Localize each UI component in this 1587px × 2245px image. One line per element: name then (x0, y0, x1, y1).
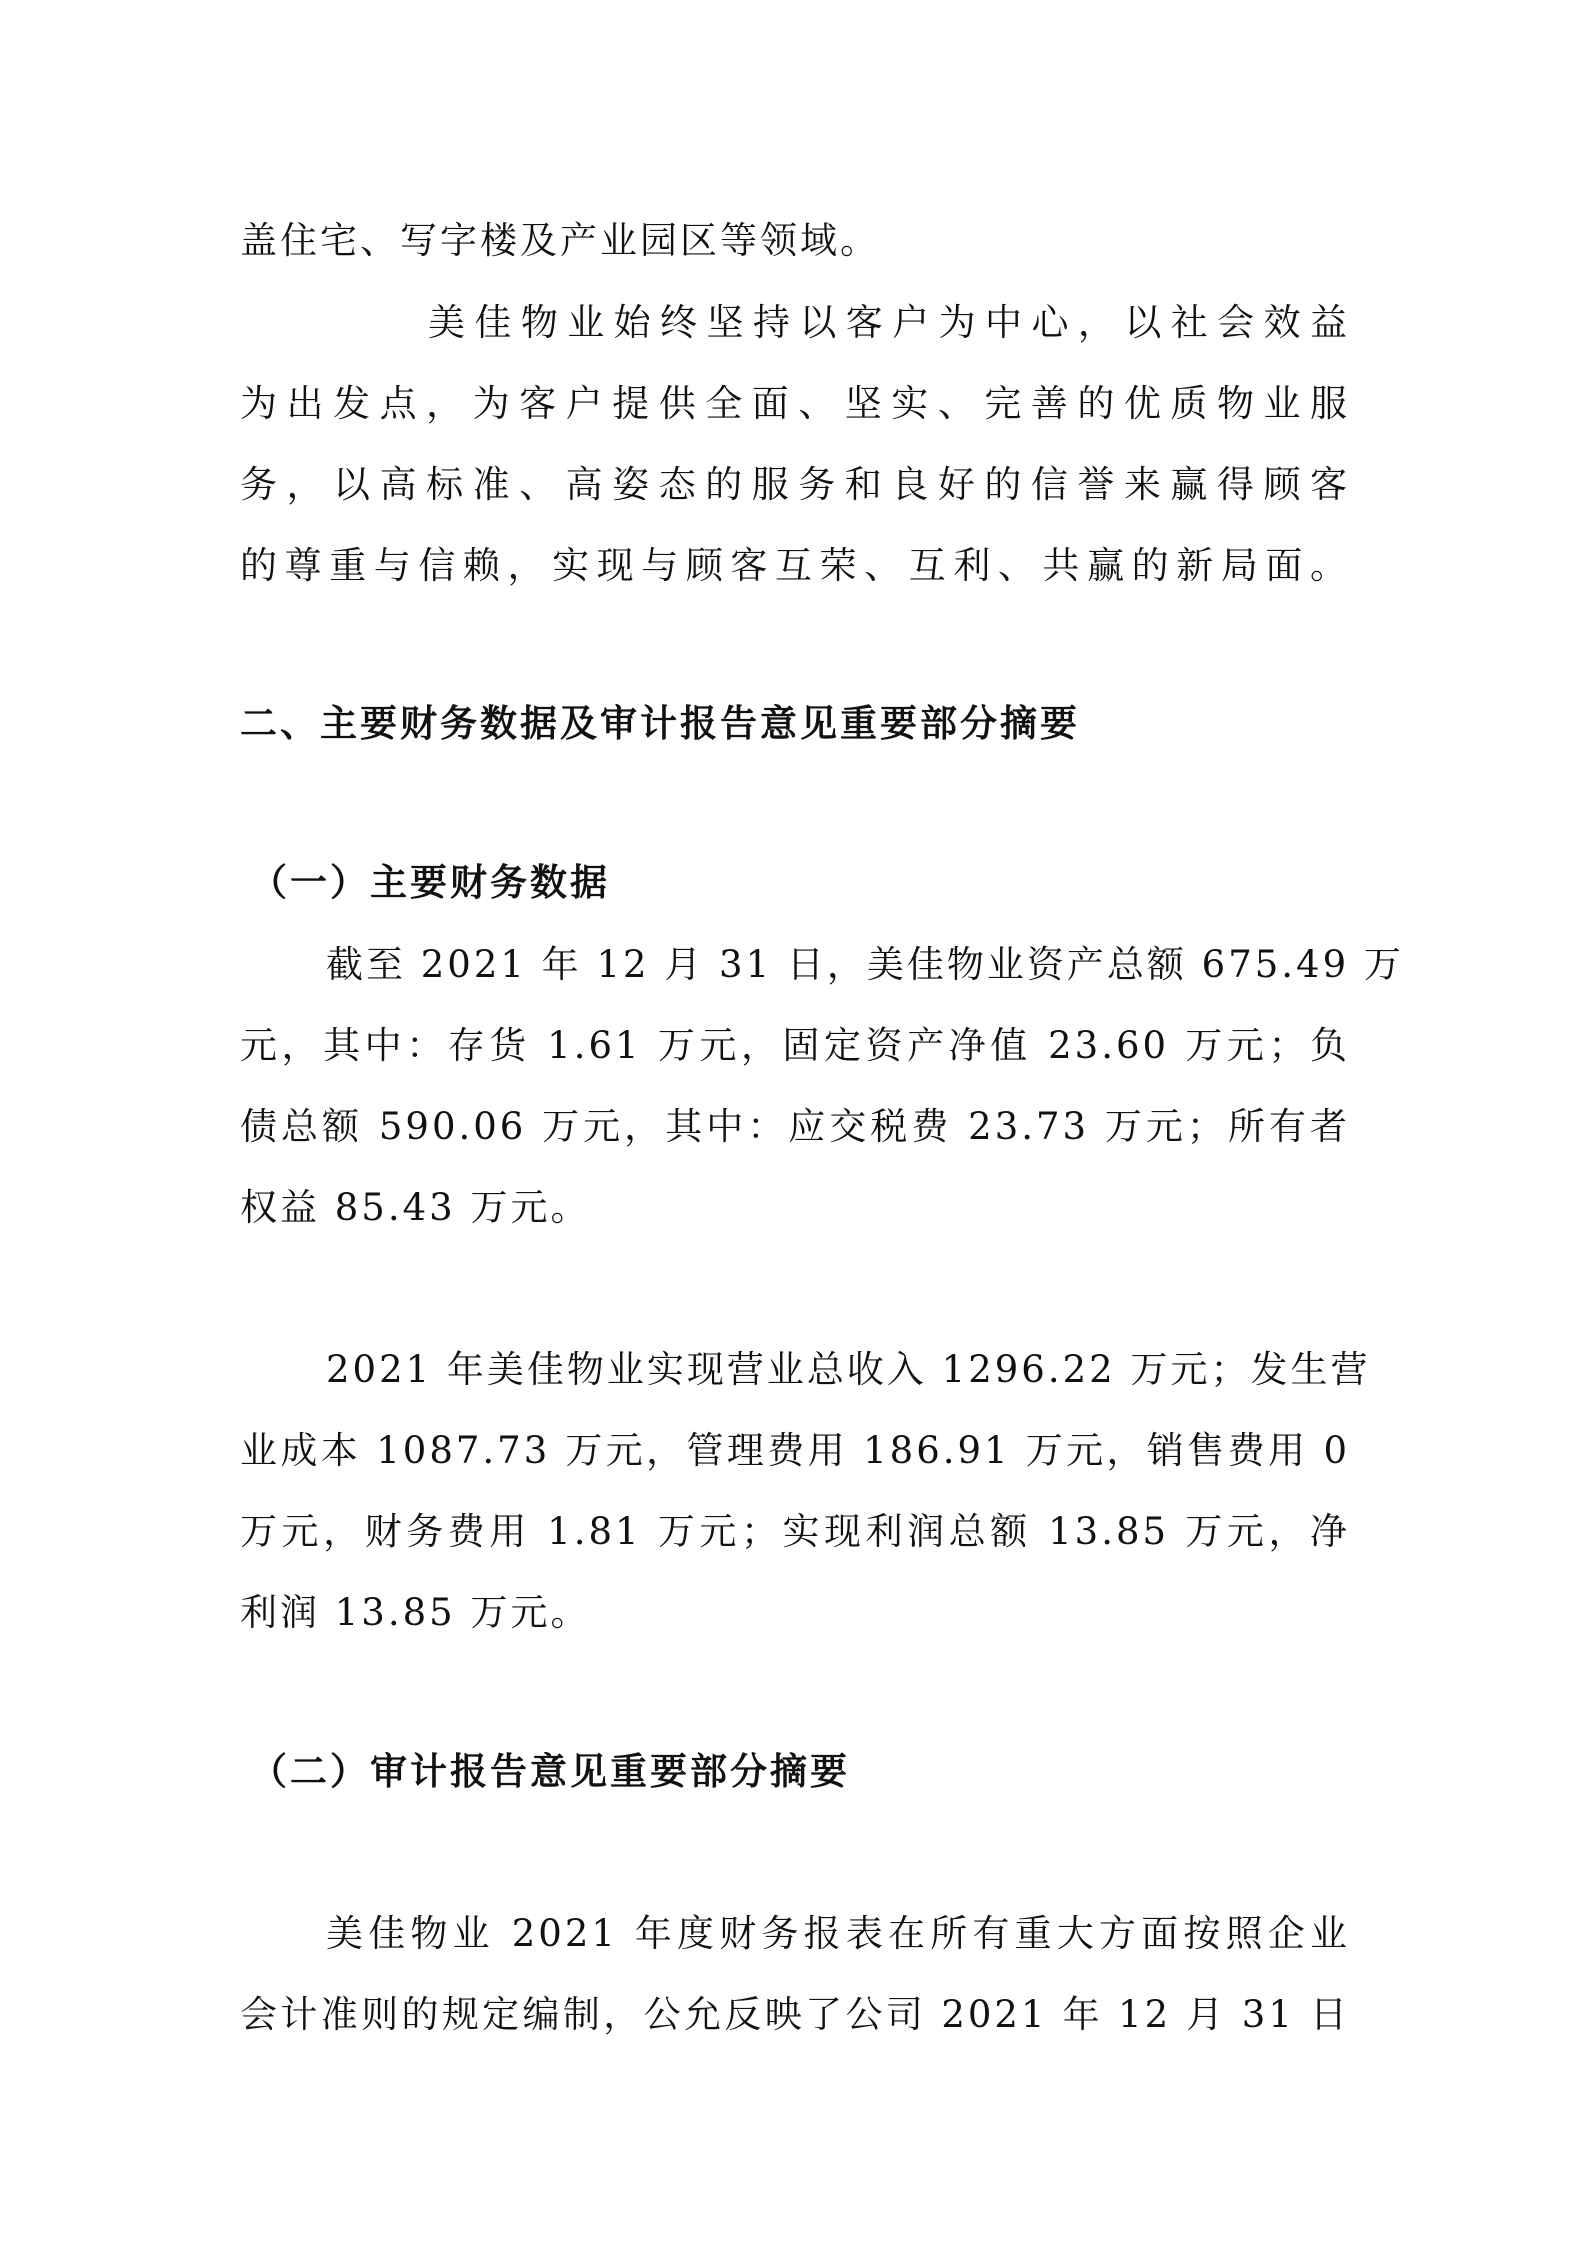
paragraph-line: 为出发点，为客户提供全面、坚实、完善的优质物业服 (240, 382, 1350, 425)
paragraph-line: 利润 13.85 万元。 (240, 1591, 591, 1634)
paragraph-line: 务，以高标准、高姿态的服务和良好的信誉来赢得顾客 (240, 463, 1350, 506)
paragraph-line: 美佳物业 2021 年度财务报表在所有重大方面按照企业 (326, 1912, 1350, 1955)
section-heading: 二、主要财务数据及审计报告意见重要部分摘要 (240, 702, 1080, 745)
paragraph-line: 万元，财务费用 1.81 万元；实现利润总额 13.85 万元，净 (240, 1510, 1350, 1553)
subsection-heading: （一）主要财务数据 (250, 861, 610, 904)
paragraph-line: 债总额 590.06 万元，其中：应交税费 23.73 万元；所有者 (240, 1105, 1350, 1148)
paragraph-line: 美佳物业始终坚持以客户为中心，以社会效益 (428, 301, 1350, 344)
subsection-heading: （二）审计报告意见重要部分摘要 (250, 1750, 850, 1793)
paragraph-line: 截至 2021 年 12 月 31 日，美佳物业资产总额 675.49 万 (326, 943, 1404, 986)
paragraph-line: 会计准则的规定编制，公允反映了公司 2021 年 12 月 31 日 (240, 1993, 1350, 2036)
paragraph-line: 业成本 1087.73 万元，管理费用 186.91 万元，销售费用 0 (240, 1429, 1350, 1472)
paragraph-line: 2021 年美佳物业实现营业总收入 1296.22 万元；发生营 (326, 1348, 1371, 1391)
paragraph-line: 的尊重与信赖，实现与顾客互荣、互利、共赢的新局面。 (240, 544, 1350, 587)
paragraph-line: 盖住宅、写字楼及产业园区等领域。 (240, 219, 880, 262)
paragraph-line: 权益 85.43 万元。 (240, 1186, 591, 1229)
paragraph-line: 元，其中：存货 1.61 万元，固定资产净值 23.60 万元；负 (240, 1024, 1350, 1067)
